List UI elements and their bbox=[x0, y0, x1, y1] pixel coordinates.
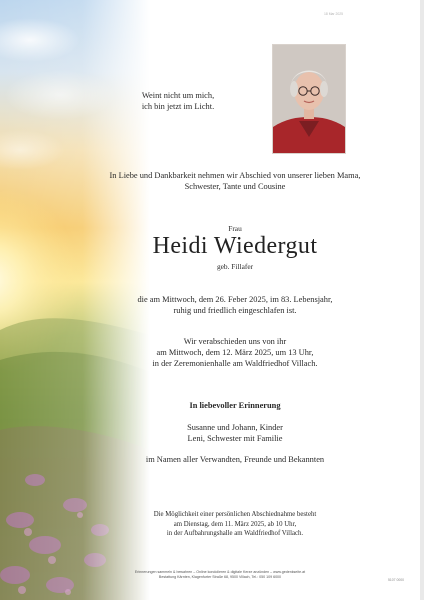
viewing-line-3: in der Aufbahrungshalle am Waldfriedhof Villach. bbox=[166, 530, 304, 537]
memory-line-1: Susanne und Johann, Kinder bbox=[187, 423, 283, 432]
memory-line-3: im Namen aller Verwandten, Freunde und Bekannten bbox=[145, 455, 325, 464]
footer-line-1: Erinnerungen sammeln & bewahren – Online kondolieren & digitale Kerze anzünden – www.gedenkseite.at bbox=[134, 570, 306, 574]
death-line-2: ruhig und friedlich eingeschlafen ist. bbox=[173, 306, 297, 315]
quote-line-2: ich bin jetzt im Licht. bbox=[141, 102, 215, 111]
viewing-line-1: Die Möglichkeit einer persönlichen Abschiednahme besteht bbox=[153, 511, 317, 518]
memory-line-2: Leni, Schwester mit Familie bbox=[187, 434, 283, 443]
salutation: Frau bbox=[228, 224, 242, 233]
intro-line-1: In Liebe und Dankbarkeit nehmen wir Abschied von unserer lieben Mama, bbox=[109, 171, 361, 180]
footer bbox=[100, 570, 340, 580]
footer-line-2: Bestattung Kärnten, Klagenfurter Straße 68, 9500 Villach, Tel.: 050 109 6000 bbox=[158, 575, 282, 579]
farewell-line-1: Wir verabschieden uns von ihr bbox=[183, 337, 287, 346]
farewell-line-3: in der Zeremonienhalle am Waldfriedhof Villach. bbox=[152, 359, 318, 368]
memory-heading: In liebevoller Erinnerung bbox=[189, 401, 281, 410]
viewing-line-2: am Dienstag, dem 11. März 2025, ab 10 Uhr, bbox=[173, 520, 297, 528]
farewell-line-2: am Mittwoch, dem 12. März 2025, um 13 Uhr, bbox=[156, 348, 314, 357]
maiden-name: geb. Fillafer bbox=[216, 262, 254, 271]
intro-line-2: Schwester, Tante und Cousine bbox=[184, 182, 286, 191]
death-line-1: die am Mittwoch, dem 26. Feber 2025, im 83. Lebensjahr, bbox=[137, 295, 333, 304]
quote bbox=[108, 90, 248, 112]
deceased-name: Heidi Wiedergut bbox=[152, 233, 318, 259]
document-code: 5107 0000 bbox=[388, 578, 405, 582]
quote-line-1: Weint nicht um mich, bbox=[141, 91, 215, 100]
scan-stamp: 18 Mar 2025 bbox=[324, 12, 344, 16]
page-edge bbox=[420, 0, 424, 600]
portrait-photo bbox=[272, 44, 346, 154]
